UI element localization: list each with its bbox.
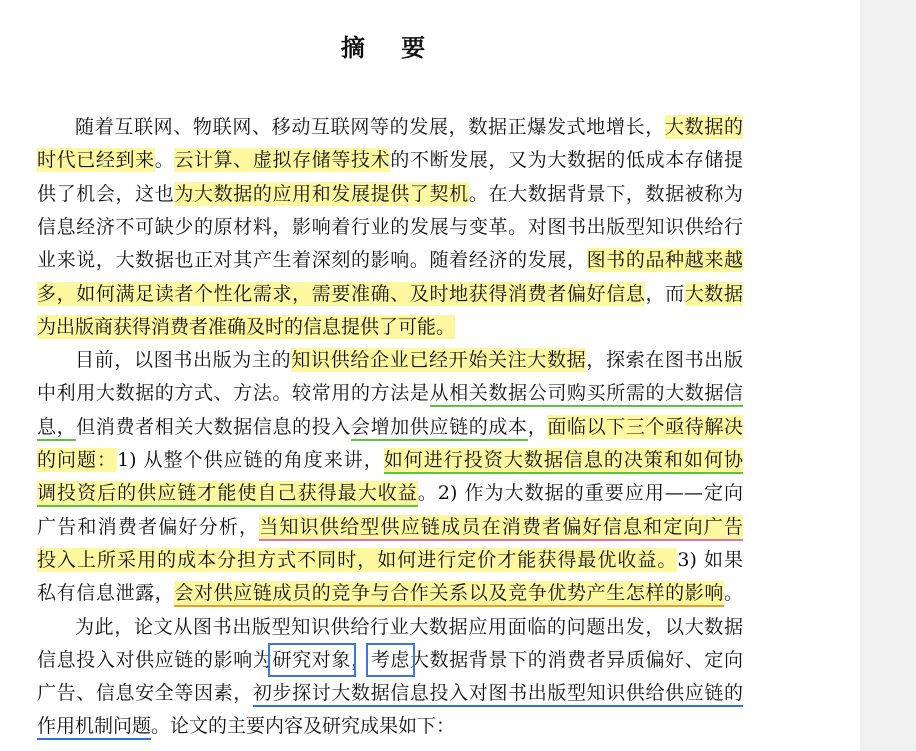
plain-text: 3) 如果 <box>677 548 743 571</box>
highlight-text: 多，如何满足读者个性化需求，需要准确、及时地获得消费者偏好信息 <box>37 282 646 305</box>
blue-ink-underline-text: 初步探讨大数据信息投入对图书出版型知识供给供应链的 <box>253 681 743 707</box>
text-line <box>37 212 743 242</box>
text-line <box>37 179 743 209</box>
text-line <box>37 145 743 175</box>
plain-text: 。在大数据背景下，数据被称为 <box>468 182 743 205</box>
plain-text: 1) 从整个供应链的角度来讲， <box>117 449 384 471</box>
text-line <box>37 711 743 741</box>
blue-ink-underline-text: 作用机制问题 <box>37 714 151 740</box>
viewer-side-panel <box>860 0 916 751</box>
ink-box-annotation-text: 考虑 <box>370 648 410 671</box>
plain-text: 的不断发展，又为大数据的低成本存储提 <box>390 149 743 172</box>
highlight-text: 为大数据的应用和发展提供了契机 <box>174 182 469 205</box>
plain-text: 信息经济不可缺少的原材料，影响着行业的发展与变革。对图书出版型知识供给行 <box>37 215 743 238</box>
green-underline-text: 会增加供应链的成本 <box>351 415 528 441</box>
highlight-green-underline-text: 如何进行投资大数据信息的决策和如何协 <box>384 448 743 474</box>
plain-text: ， <box>351 648 371 671</box>
text-line <box>37 279 743 309</box>
highlight-text: 时代已经到来 <box>37 149 155 172</box>
plain-text: ， <box>527 415 548 438</box>
plain-text: 私有信息泄露， <box>37 582 175 605</box>
plain-text: 广告、信息安全等因素， <box>37 682 253 705</box>
plain-text: 信息投入对供应链的影响为 <box>37 648 273 671</box>
highlight-text: 的问题： <box>37 449 118 471</box>
plain-text: 为此，论文从图书出版型知识供给行业大数据应用面临的问题出发，以大数据 <box>75 615 743 638</box>
page-title: 摘 要 <box>340 34 440 62</box>
text-line <box>37 112 743 142</box>
text-line <box>37 445 743 475</box>
text-line <box>37 678 743 708</box>
highlight-text: 投入上所采用的成本分担方式不同时，如何进行定价才能获得最优收益。 <box>37 548 678 571</box>
plain-text: 大数据背景下的消费者异质偏好、定向 <box>409 648 743 671</box>
highlight-pink-underline-text: 当知识供给型供应链成员在消费者偏好信息和定向广告 <box>259 515 743 541</box>
highlight-text: 大数据的 <box>664 116 743 138</box>
highlight-text: 为出版商获得消费者准确及时的信息提供了可能。 <box>37 315 456 338</box>
plain-text: 目前，以图书出版为主的 <box>75 349 292 372</box>
highlight-orange-underline-text: 会对供应链成员的竞争与合作关系以及竞争优势产生怎样的影响 <box>174 581 724 607</box>
text-line <box>37 412 743 442</box>
green-underline-text: 从相关数据公司购买所需的大数据信 <box>430 381 743 407</box>
text-line <box>37 512 743 542</box>
highlight-green-underline-text: 调投资后的供应链才能使自己获得最大收益 <box>37 481 418 507</box>
ink-box-annotation-text: 研究对象 <box>272 648 352 671</box>
highlight-text: 图书的品种越来越 <box>586 249 743 272</box>
text-line <box>37 245 743 275</box>
text-line <box>37 578 743 608</box>
highlight-text: 大数据 <box>684 282 743 305</box>
highlight-text: 云计算、虚拟存储等技术 <box>174 149 391 172</box>
plain-text: 。论文的主要内容及研究成果如下： <box>151 715 456 738</box>
text-line <box>37 545 743 575</box>
text-line <box>37 345 743 375</box>
text-line <box>37 645 743 675</box>
plain-text: 业来说，大数据也正对其产生着深刻的影响。随着经济的发展， <box>37 249 587 272</box>
text-line <box>37 378 743 408</box>
text-line <box>37 312 743 342</box>
plain-text: 。2) 作为大数据的重要应用——定向 <box>417 482 743 505</box>
text-line <box>37 478 743 508</box>
plain-text: 随着互联网、物联网、移动互联网等的发展，数据正爆发式地增长， <box>75 116 665 138</box>
highlight-text: 面临以下三个亟待解决 <box>547 415 743 438</box>
plain-text: 供了机会，这也 <box>37 182 175 205</box>
green-underline-text: 息， <box>37 415 76 441</box>
plain-text: 中利用大数据的方式、方法。较常用的方法是 <box>37 382 430 405</box>
plain-text: ，而 <box>645 282 685 305</box>
plain-text: 。 <box>154 149 175 172</box>
plain-text: 但消费者相关大数据信息的投入 <box>76 415 352 438</box>
highlight-text: 知识供给企业已经开始关注大数据 <box>291 349 587 372</box>
plain-text: 。 <box>723 582 743 605</box>
plain-text: 广告和消费者偏好分析， <box>37 515 260 538</box>
plain-text: ，探索在图书出版 <box>586 349 743 372</box>
text-line <box>37 612 743 642</box>
